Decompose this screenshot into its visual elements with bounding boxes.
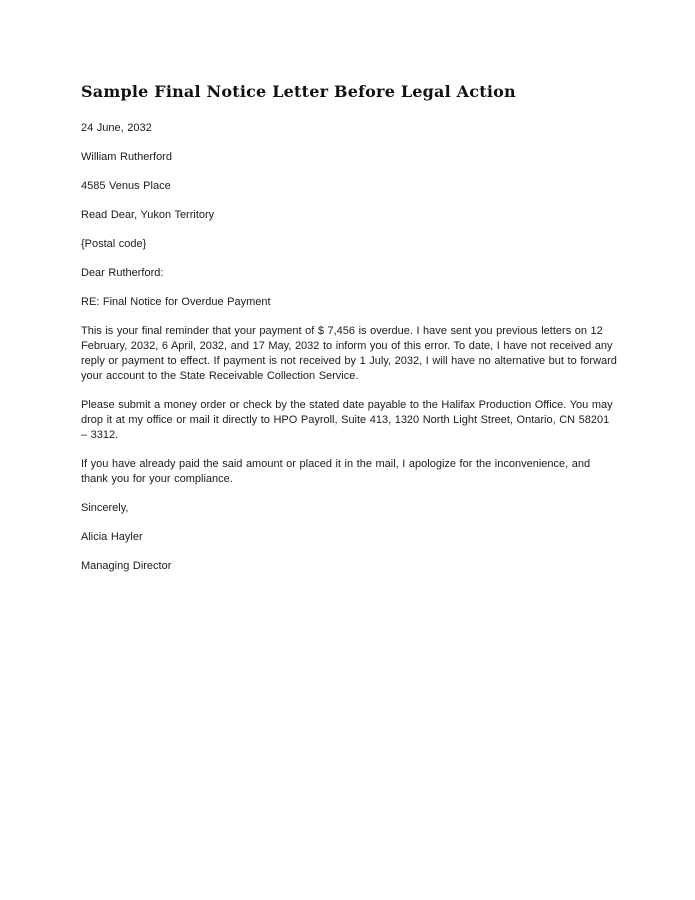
letter-title: Sample Final Notice Letter Before Legal Action <box>81 82 516 101</box>
letter-content <box>81 82 617 588</box>
signature-title: Managing Director <box>81 560 172 572</box>
body-paragraph-3: If you have already paid the said amount or placed it in the mail, I apologize for the inconvenience, and thank you for your compliance. <box>81 458 591 485</box>
letter-date: 24 June, 2032 <box>81 122 152 134</box>
recipient-name: William Rutherford <box>81 151 172 163</box>
recipient-city: Read Dear, Yukon Territory <box>81 209 215 221</box>
closing: Sincerely, <box>81 502 129 514</box>
body-paragraph-1: This is your final reminder that your payment of $ 7,456 is overdue. I have sent you previous letters on 12 February, 2032, 6 April, 2032, and 17 May, 2032 to inform you of this error. To date, I have not received any reply or payment to effect. If payment is not received by 1 July, 2032, I will have no alternative but to forward your account to the State Receivable Collection Service. <box>81 325 617 382</box>
recipient-street: 4585 Venus Place <box>81 180 171 192</box>
salutation: Dear Rutherford: <box>81 267 164 279</box>
recipient-postal-code-placeholder: {Postal code} <box>81 238 147 250</box>
body-paragraph-2: Please submit a money order or check by the stated date payable to the Halifax Production Office. You may drop it at my office or mail it directly to HPO Payroll, Suite 413, 1320 North Light Street, Ontario, CN 58201 – 3312. <box>81 399 613 441</box>
signature-name: Alicia Hayler <box>81 531 143 543</box>
subject-line: RE: Final Notice for Overdue Payment <box>81 296 271 308</box>
